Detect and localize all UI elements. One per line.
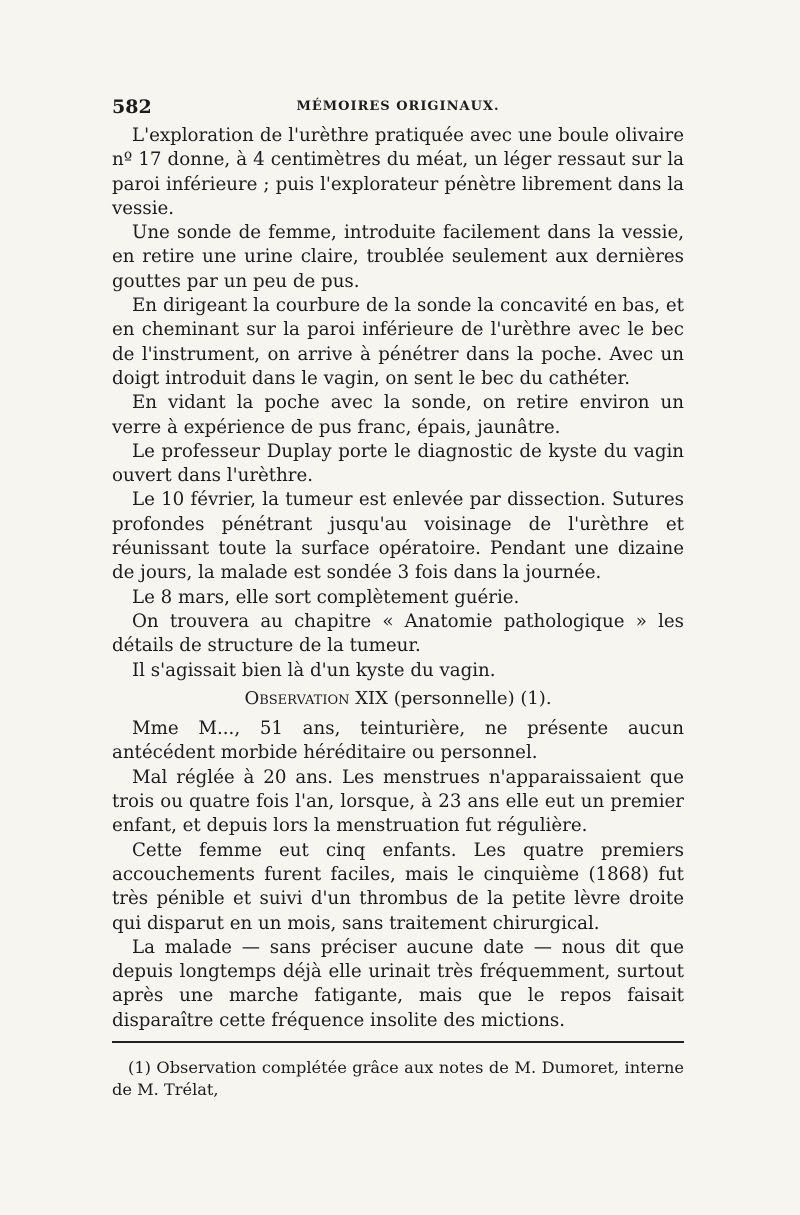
page [112,96,684,1101]
observation-title-word: Observation [244,687,350,709]
observation-title [112,687,684,711]
running-head: MÉMOIRES ORIGINAUX. [296,99,500,114]
paragraph: La malade — sans préciser aucune date — nous dit que depuis longtemps déjà elle urinait très fréquemment, surtout après une marche fatigante, mais que le repos faisait disparaître cette fréquence insolite des mictions. [112,936,684,1031]
paragraph: Le 8 mars, elle sort complètement guérie. [132,586,520,608]
footnote-rule [112,1041,684,1043]
paragraph: Le professeur Duplay porte le diagnostic de kyste du vagin ouvert dans l'urèthre. [112,440,684,487]
paragraph: Cette femme eut cinq enfants. Les quatre premiers accouchements furent faciles, mais le cinquième (1868) fut très pénible et suivi d'un thrombus de la petite lèvre droite qui disparut en un mois, sans traitement chirurgical. [112,839,684,934]
footnote-text: (1) Observation complétée grâce aux notes de M. Dumoret, interne de M. Trélat, [112,1057,684,1099]
footnote [112,1057,684,1101]
observation-title-rest: XIX (personnelle) (1). [349,687,552,709]
body-text [112,124,684,1033]
paragraph: On trouvera au chapitre « Anatomie pathologique » les détails de structure de la tumeur. [112,610,684,657]
paragraph: Le 10 février, la tumeur est enlevée par dissection. Sutures profondes pénétrant jusqu'au voisinage de l'urèthre et réunissant toute la surface opératoire. Pendant une dizaine de jours, la malade est sondée 3 fois dans la journée. [112,489,684,584]
paragraph: L'exploration de l'urèthre pratiquée avec une boule olivaire nº 17 donne, à 4 centimètres du méat, un léger ressaut sur la paroi inférieure ; puis l'explorateur pénètre librement dans la vessie. [112,125,684,219]
page-header [112,96,684,124]
page-number: 582 [112,96,152,118]
paragraph: Il s'agissait bien là d'un kyste du vagin. [132,659,496,681]
paragraph: Une sonde de femme, introduite facilement dans la vessie, en retire une urine claire, troublée seulement aux dernières gouttes par un peu de pus. [112,222,684,292]
paragraph: En dirigeant la courbure de la sonde la concavité en bas, et en cheminant sur la paroi inférieure de l'urèthre avec le bec de l'instrument, on arrive à pénétrer dans la poche. Avec un doigt introduit dans le vagin, on sent le bec du cathéter. [112,295,684,389]
paragraph: En vidant la poche avec la sonde, on retire environ un verre à expérience de pus franc, épais, jaunâtre. [112,392,684,438]
paragraph: Mme M..., 51 ans, teinturière, ne présente aucun antécédent morbide héréditaire ou personnel. [112,718,684,764]
paragraph: Mal réglée à 20 ans. Les menstrues n'apparaissaient que trois ou quatre fois l'an, lorsque, à 23 ans elle eut un premier enfant, et depuis lors la menstruation fut régulière. [112,766,684,837]
